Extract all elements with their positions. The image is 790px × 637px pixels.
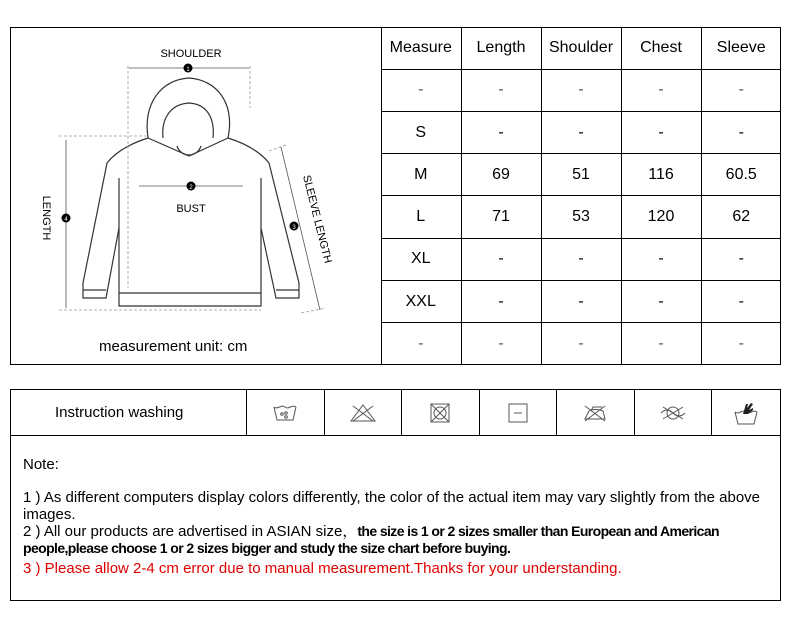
- note-2-lead: 2 ) All our products are advertised in ASIAN size，: [23, 523, 358, 540]
- hand-wash-icon: [712, 390, 780, 435]
- table-cell: -: [701, 323, 781, 364]
- table-cell: 60.5: [701, 154, 781, 196]
- hoodie-diagram: [11, 28, 381, 364]
- washing-notes-box: [10, 389, 781, 601]
- svg-text:3: 3: [292, 225, 296, 231]
- table-row: [381, 280, 781, 322]
- table-cell: -: [461, 111, 541, 153]
- table-cell: -: [621, 323, 701, 364]
- header-shoulder: Shoulder: [541, 28, 621, 69]
- table-cell: -: [621, 111, 701, 153]
- notes-title: Note:: [23, 456, 59, 473]
- table-cell: -: [461, 69, 541, 111]
- bust-label: BUST: [176, 203, 206, 215]
- header-length: Length: [461, 28, 541, 69]
- note-2: [23, 523, 775, 557]
- table-cell: -: [621, 69, 701, 111]
- table-row: [381, 323, 781, 364]
- shoulder-label: SHOULDER: [160, 48, 222, 60]
- table-cell: -: [701, 238, 781, 280]
- table-cell: 53: [541, 196, 621, 238]
- table-cell: 62: [701, 196, 781, 238]
- table-cell: -: [461, 280, 541, 322]
- notes-section: [23, 456, 775, 577]
- header-sleeve: Sleeve: [701, 28, 781, 69]
- washing-instructions-row: [11, 390, 780, 436]
- do-not-bleach-icon: [325, 390, 403, 435]
- table-cell: 71: [461, 196, 541, 238]
- table-cell: -: [461, 323, 541, 364]
- table-row: [381, 238, 781, 280]
- measurement-unit-label: measurement unit: cm: [99, 338, 248, 355]
- marker-4: [62, 214, 71, 224]
- dry-flat-icon: [480, 390, 558, 435]
- table-cell: -: [541, 280, 621, 322]
- table-cell: -: [621, 280, 701, 322]
- note-2-detail: the size is 1 or 2 sizes smaller than European and American people,please choose 1 or 2 sizes bigger and study the size chart before buying.: [23, 523, 720, 556]
- table-cell: -: [541, 69, 621, 111]
- table-cell: -: [461, 238, 541, 280]
- length-label: LENGTH: [40, 195, 52, 241]
- washing-label: Instruction washing: [11, 390, 247, 435]
- table-cell: XXL: [381, 280, 461, 322]
- table-cell: -: [701, 69, 781, 111]
- table-cell: 69: [461, 154, 541, 196]
- do-not-dry-clean-icon: [635, 390, 713, 435]
- table-cell: XL: [381, 238, 461, 280]
- svg-text:1: 1: [186, 67, 190, 73]
- table-cell: 120: [621, 196, 701, 238]
- marker-3: [290, 222, 299, 232]
- table-row: [381, 69, 781, 111]
- table-cell: M: [381, 154, 461, 196]
- table-cell: -: [541, 238, 621, 280]
- table-cell: -: [701, 280, 781, 322]
- table-header-row: [381, 28, 781, 69]
- table-row: [381, 154, 781, 196]
- table-cell: 51: [541, 154, 621, 196]
- size-chart-box: [10, 27, 781, 365]
- header-chest: Chest: [621, 28, 701, 69]
- marker-2: [187, 182, 196, 192]
- note-1: 1 ) As different computers display colors differently, the color of the actual item may vary slightly from the above images.: [23, 489, 761, 523]
- hoodie-diagram-panel: [11, 28, 382, 364]
- table-row: [381, 111, 781, 153]
- marker-1: [184, 64, 193, 74]
- table-row: [381, 196, 781, 238]
- wash-30-icon: [247, 390, 325, 435]
- table-cell: -: [541, 323, 621, 364]
- header-measure: Measure: [381, 28, 461, 69]
- table-cell: -: [381, 323, 461, 364]
- svg-text:2: 2: [189, 185, 193, 191]
- table-cell: S: [381, 111, 461, 153]
- sleeve-length-label: SLEEVE LENGTH: [300, 173, 334, 265]
- do-not-iron-icon: [557, 390, 635, 435]
- table-cell: 116: [621, 154, 701, 196]
- table-cell: L: [381, 196, 461, 238]
- table-cell: -: [381, 69, 461, 111]
- table-cell: -: [541, 111, 621, 153]
- note-3: 3 ) Please allow 2-4 cm error due to manual measurement.Thanks for your understanding.: [23, 560, 622, 577]
- table-cell: -: [701, 111, 781, 153]
- table-cell: -: [621, 238, 701, 280]
- svg-text:4: 4: [64, 217, 68, 223]
- do-not-tumble-dry-icon: [402, 390, 480, 435]
- size-table: [381, 28, 781, 364]
